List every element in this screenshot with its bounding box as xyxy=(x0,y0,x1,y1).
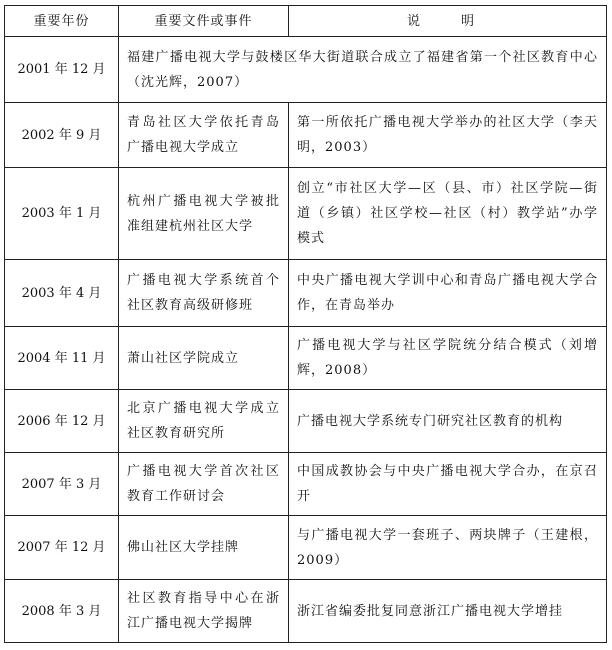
row-description: 广播电视大学系统专门研究社区教育的机构 xyxy=(289,390,607,453)
row-year: 2004 年 11 月 xyxy=(5,327,119,390)
table-row xyxy=(5,260,607,327)
row-year: 2003 年 1 月 xyxy=(5,168,119,260)
row-description: 浙江省编委批复同意浙江广播电视大学增挂 xyxy=(289,580,607,643)
row-event: 福建广播电视大学与鼓楼区华大街道联合成立了福建省第一个社区教育中心（沈光辉，2007） xyxy=(119,37,607,103)
table-row xyxy=(5,103,607,168)
row-event: 广播电视大学首次社区教育工作研讨会 xyxy=(119,453,289,516)
row-description: 与广播电视大学一套班子、两块牌子（王建根，2009） xyxy=(289,516,607,580)
header-row xyxy=(5,6,607,37)
row-description: 中央广播电视大学训中心和青岛广播电视大学合作，在青岛举办 xyxy=(289,260,607,327)
row-event: 社区教育指导中心在浙江广播电视大学揭牌 xyxy=(119,580,289,643)
row-description: 第一所依托广播电视大学举办的社区大学（李天明，2003） xyxy=(289,103,607,168)
header-description: 说 明 xyxy=(289,6,607,37)
row-year: 2007 年 3 月 xyxy=(5,453,119,516)
row-year: 2008 年 3 月 xyxy=(5,580,119,643)
table-row xyxy=(5,580,607,643)
row-year: 2001 年 12 月 xyxy=(5,37,119,103)
row-year: 2007 年 12 月 xyxy=(5,516,119,580)
table-row xyxy=(5,327,607,390)
row-description: 广播电视大学与社区学院统分结合模式（刘增辉，2008） xyxy=(289,327,607,390)
table-row xyxy=(5,390,607,453)
row-year: 2002 年 9 月 xyxy=(5,103,119,168)
row-event: 杭州广播电视大学被批准组建杭州社区大学 xyxy=(119,168,289,260)
row-event: 青岛社区大学依托青岛广播电视大学成立 xyxy=(119,103,289,168)
row-year: 2006 年 12 月 xyxy=(5,390,119,453)
row-event: 萧山社区学院成立 xyxy=(119,327,289,390)
row-description: 创立“市社区大学—区（县、市）社区学院—街道（乡镇）社区学校—社区（村）教学站”办学模式 xyxy=(289,168,607,260)
row-year: 2003 年 4 月 xyxy=(5,260,119,327)
table-row xyxy=(5,168,607,260)
table-row xyxy=(5,516,607,580)
row-event: 广播电视大学系统首个社区教育高级研修班 xyxy=(119,260,289,327)
row-event: 佛山社区大学挂牌 xyxy=(119,516,289,580)
table-row xyxy=(5,37,607,103)
header-year: 重要年份 xyxy=(5,6,119,37)
row-description: 中国成教协会与中央广播电视大学合办，在京召开 xyxy=(289,453,607,516)
row-event: 北京广播电视大学成立社区教育研究所 xyxy=(119,390,289,453)
events-table xyxy=(4,5,607,643)
table-row xyxy=(5,453,607,516)
header-event: 重要文件或事件 xyxy=(119,6,289,37)
